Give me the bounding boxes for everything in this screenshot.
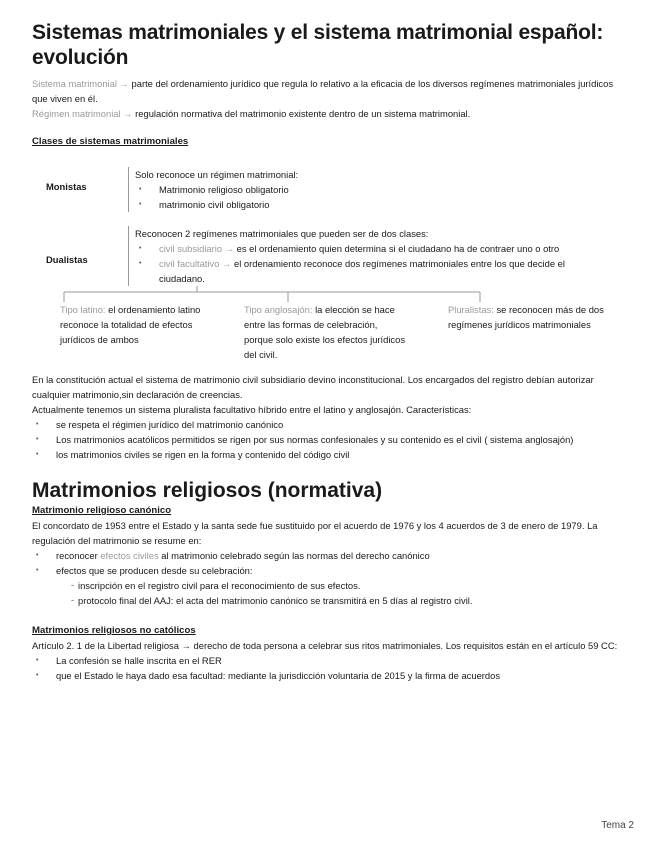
list-item: • efectos que se producen desde su celebración: [56, 563, 628, 578]
list-item: • civil facultativo → el ordenamiento reconoce dos regímenes matrimoniales entre los que decide el ciudadano. [159, 256, 612, 286]
no-catolicos-text: Artículo 2. 1 de la Libertad religiosa → derecho de toda persona a celebrar sus ritos matrimoniales. Los requisitos están en el artículo 59 CC: [32, 640, 618, 651]
list-item: • se respeta el régimen jurídico del matrimonio canónico [56, 417, 628, 432]
list-item: • Los matrimonios acatólicos permitidos se rigen por sus normas confesionales y su contenido es el civil ( sistema anglosajón) [56, 432, 628, 447]
page-footer: Tema 2 [601, 820, 634, 831]
canonico-subitems [32, 578, 628, 608]
dualistas-intro: Reconocen 2 regímenes matrimoniales que pueden ser de dos clases: [135, 228, 429, 239]
definition-sistema: Sistema matrimonial → parte del ordenamiento jurídico que regula lo relativo a la eficacia de los diversos regímenes matrimoniales jurídicos que viven en él. [32, 78, 614, 104]
section-title-religiosos: Matrimonios religiosos (normativa) [32, 479, 383, 502]
tipo-anglosajon: Tipo anglosajón: la elección se hace entre las formas de celebración, porque solo existe los efectos jurídicos del civil. [244, 304, 406, 360]
monistas-row [32, 167, 628, 212]
list-item: • civil subsidiario → es el ordenamiento quien determina si el ciudadano ha de contraer uno o otro [159, 241, 612, 256]
monistas-label: Monistas [46, 181, 87, 192]
canonico-section [32, 504, 628, 608]
no-catolicos-section [32, 624, 628, 683]
section-heading-no-catolicos: Matrimonios religiosos no católicos [32, 625, 196, 636]
tree-lines [32, 286, 628, 302]
list-item: - inscripción en el registro civil para el reconocimiento de sus efectos. [78, 578, 628, 593]
dualistas-body [128, 226, 628, 286]
canonico-text: El concordato de 1953 entre el Estado y la santa sede fue sustituido por el acuerdo de 1976 y los 4 acuerdos de 3 de enero de 1979. La regulación del matrimonio se resume en: [32, 520, 598, 546]
constitucion-p2: Actualmente tenemos un sistema pluralista facultativo híbrido entre el latino y anglosajón. Características: [32, 404, 472, 415]
list-item: • La confesión se halle inscrita en el RER [56, 653, 628, 668]
list-item: • los matrimonios civiles se rigen en la forma y contenido del código civil [56, 447, 628, 462]
definitions [32, 76, 628, 121]
monistas-intro: Solo reconoce un régimen matrimonial: [135, 169, 299, 180]
tipo-pluralistas: Pluralistas: se reconocen más de dos regímenes jurídicos matrimoniales [448, 304, 604, 330]
section-heading-clases: Clases de sistemas matrimoniales [32, 136, 189, 147]
list-item: • reconocer efectos civiles al matrimonio celebrado según las normas del derecho canónico [56, 548, 628, 563]
monistas-body [128, 167, 628, 212]
clases-section [32, 135, 628, 362]
definition-regimen: Régimen matrimonial → regulación normativa del matrimonio existente dentro de un sistema matrimonial. [32, 108, 471, 119]
page-title: Sistemas matrimoniales y el sistema matrimonial español: evolución [32, 21, 604, 69]
list-item: • que el Estado le haya dado esa facultad: mediante la jurisdicción voluntaria de 2015 y la firma de acuerdos [56, 668, 628, 683]
tipo-latino: Tipo latino: el ordenamiento latino reconoce la totalidad de efectos jurídicos de ambos [60, 304, 201, 345]
list-item: • matrimonio civil obligatorio [159, 197, 628, 212]
dualistas-row [32, 226, 628, 286]
constitucion-p1: En la constitución actual el sistema de matrimonio civil subsidiario devino inconstitucional. Los encargados del registro debían autorizar cualquier matrimonio,sin declaración de creencias. [32, 374, 594, 400]
tipos-row [32, 302, 628, 362]
list-item: - protocolo final del AAJ: el acta del matrimonio canónico se transmitirá en 5 días al registro civil. [78, 593, 628, 608]
tree-connector [32, 286, 628, 302]
section-heading-canonico: Matrimonio religioso canónico [32, 505, 172, 516]
constitucion-section [32, 372, 628, 462]
list-item: • Matrimonio religioso obligatorio [159, 182, 628, 197]
dualistas-label: Dualistas [46, 254, 88, 265]
document-page [32, 20, 628, 683]
